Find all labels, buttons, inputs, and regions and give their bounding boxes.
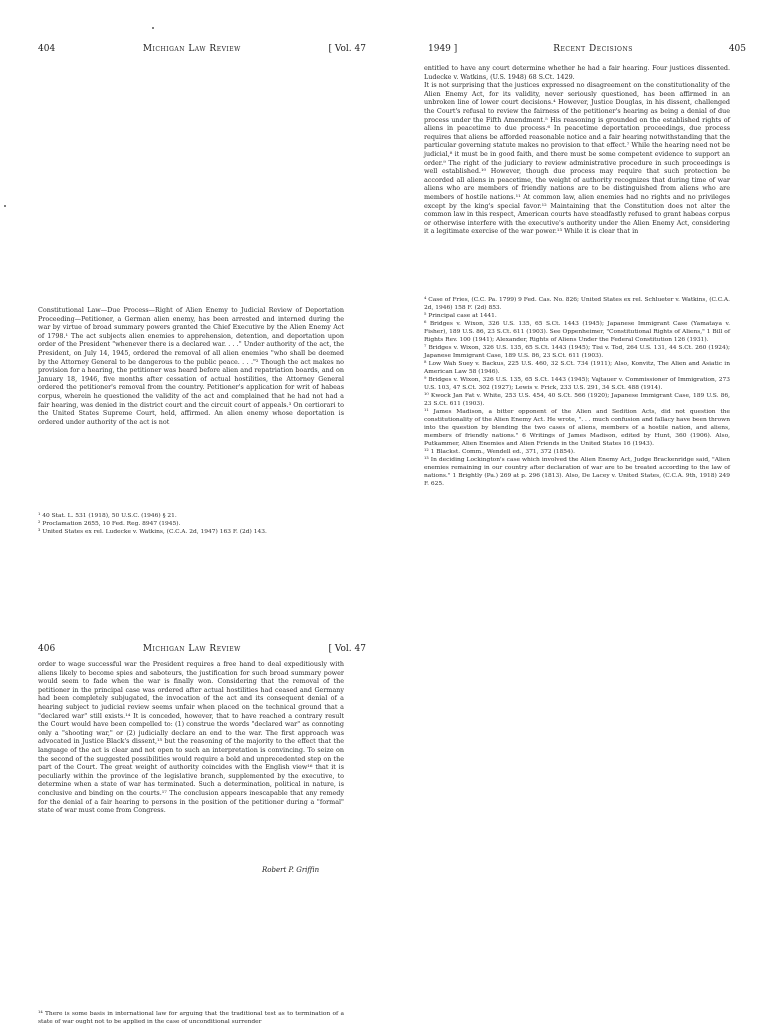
article-body: order to wage successful war the President requires a free hand to deal expeditiously with aliens likely to become spies and saboteurs, the justification for such broad summary power would seem to fade when the war is finally won. Considering that the removal of the petitioner in the principal case was ordered after actual hostilities had ceased and Germany had been completely subjugated, the invocation of the act and its consequent denial of a hearing subject to judicial review seems unfair when placed on the technical ground that a "declared war" still exists.¹⁴ It is conceded, however, that to have reached a contrary result the Court would have been compelled to: (1) construe the words "declared war" as connoting only a "shooting war," or (2) judicially declare an end to the war. The first approach was advocated in Justice Black's dissent,¹⁵ but the reasoning of the majority to the effect that the language of the act is clear and not open to such an interpretation is convincing. To seize on the second of the suggested possibilities would require a bold and unprecedented step on the part of the Court. The great weight of authority coincides with the English view¹⁶ that it is peculiarly within the province of the legislative branch, supplemented by the executive, to determine when a state of war has terminated. Such a determination, political in nature, is conclusive and binding on the courts.¹⁷ The conclusion appears inescapable that any remedy for the denial of a fair hearing to persons in the position of the petitioner during a "formal" state of war must come from Congress. [38, 660, 344, 815]
journal-title: Michigan Law Review [142, 644, 241, 654]
article-body: entitled to have any court determine whether he had a fair hearing. Four justices dissented. Ludecke v. Watkins, (U.S. 1948) 68 S.Ct. 1429. It is not surprising that the justices expressed no disagreement on the constitutionality of the Alien Enemy Act, for its validity, never seriously questioned, has been affirmed in an unbroken line of lower court decisions.⁴ However, Justice Douglas, in his dissent, challenged the Court's refusal to review the fairness of the petitioner's hearing as being a denial of due process under the Fifth Amendment.⁵ His reasoning is grounded on the established rights of aliens in peacetime to due process.⁶ In peacetime deportation proceedings, due process requires that aliens be afforded reasonable notice and a fair hearing notwithstanding that the particular governing statute makes no provision to that effect.⁷ While the hearing need not be judicial,⁸ it must be in good faith, and there must be some competent evidence to support an order.⁹ The right of the judiciary to review administrative procedure in such proceedings is well established.¹⁰ However, though due process may require that such protection be accorded all aliens in peacetime, the weight of authority recognizes that during time of war aliens who are members of friendly nations are to be distinguished from aliens who are members of hostile nations.¹¹ At common law, alien enemies had no rights and no privileges except by the king's special favor.¹² Maintaining that the Constitution does not alter the common law in this respect, American courts have steadfastly refused to grant habeas corpus or otherwise interfere with the executive's authority under the Alien Enemy Act, considering it a legitimate exercise of the war power.¹³ While it is clear that in [424, 64, 730, 236]
page-year: 1949 ] [428, 44, 458, 54]
footnote: ⁴ Case of Fries, (C.C. Pa. 1799) 9 Fed. Cas. No. 826; United States ex rel. Schlueter v. Watkins, (C.C.A. 2d, 1946) 158 F. (2d) 853. [424, 297, 730, 311]
footnote: ⁵ Principal case at 1441. [424, 313, 497, 319]
footnote: ¹² 1 Blackst. Comm., Wendell ed., 371, 372 (1854). [424, 449, 575, 455]
page-header [428, 42, 746, 56]
footnote: ² Proclamation 2655, 10 Fed. Reg. 8947 (1945). [38, 521, 181, 527]
author-signature: Robert P. Griffin [262, 866, 320, 874]
footnote: ⁹ Bridges v. Wixon, 326 U.S. 135, 65 S.Ct. 1443 (1945); Vajtauer v. Commissioner of Immigration, 273 U.S. 103, 47 S.Ct. 302 (1927); Lewis v. Frick, 233 U.S. 291, 34 S.Ct. 488 (1914). [424, 377, 730, 391]
scan-mark [152, 27, 154, 29]
footnote: ¹ 40 Stat. L. 531 (1918), 50 U.S.C. (1946) § 21. [38, 513, 177, 519]
page-number: 405 [728, 44, 746, 54]
footnote: ⁸ Low Wah Suey v. Backus, 225 U.S. 460, 32 S.Ct. 734 (1911); Also, Konvitz, The Alien and Asiatic in American Law 58 (1946). [424, 361, 730, 375]
footnote: ⁷ Bridges v. Wixon, 326 U.S. 135, 65 S.Ct. 1443 (1945); Tisi v. Tod, 264 U.S. 131, 44 S.Ct. 260 (1924); Japanese Immigrant Case, 189 U.S. 86, 23 S.Ct. 611 (1903). [424, 345, 730, 359]
volume-label: [ Vol. 47 [328, 44, 366, 54]
footnotes [38, 512, 344, 536]
article-body: Constitutional Law—Due Process—Right of Alien Enemy to Judicial Review of Deportation Proceeding—Petitioner, a German alien enemy, has been arrested and interned during the war by virtue of broad summary powers granted the Chief Executive by the Alien Enemy Act of 1798.¹ The act subjects alien enemies to apprehension, detention, and deportation upon order of the President "whenever there is a declared war. . . ." Under authority of the act, the President, on July 14, 1945, ordered the removal of all alien enemies "who shall be deemed by the Attorney General to be dangerous to the public peace. . . ."² Though the act makes no provision for a hearing, the petitioner was heard before alien and repatriation boards, and on January 18, 1946, five months after cessation of actual hostilities, the Attorney General ordered the petitioner's removal from the country. Petitioner's application for writ of habeas corpus, wherein he questioned the validity of the act and complained that he had not had a fair hearing, was denied in the district court and the circuit court of appeals.³ On certiorari to the United States Supreme Court, held, affirmed. An alien enemy whose deportation is ordered under authority of the act is not [38, 306, 344, 426]
page-number: 406 [38, 644, 56, 654]
journal-title: Michigan Law Review [142, 44, 241, 54]
footnote: ¹⁰ Kwock Jan Fat v. White, 253 U.S. 454, 40 S.Ct. 566 (1920); Japanese Immigrant Case, 189 U.S. 86, 23 S.Ct. 611 (1903). [424, 393, 730, 407]
section-title: Recent Decisions [553, 44, 633, 54]
footnote: ¹¹ James Madison, a bitter opponent of the Alien and Sedition Acts, did not question the constitutionality of the Alien Enemy Act. He wrote, ". . . much confusion and fallacy have been thrown into the question by blending the two cases of aliens, members of a hostile nation, and aliens, members of friendly nations." 6 Writings of James Madison, edited by Hunt, 360 (1906). Also, Putkammer, Alien Enemies and Alien Friends in the United States 16 (1943). [424, 409, 730, 447]
footnote: ³ United States ex rel. Ludecke v. Watkins, (C.C.A. 2d, 1947) 163 F. (2d) 143. [38, 529, 267, 535]
footnotes [424, 296, 730, 488]
page-number: 404 [38, 44, 56, 54]
volume-label: [ Vol. 47 [328, 644, 366, 654]
page-404 [0, 0, 384, 600]
page-header [38, 642, 366, 656]
page-405 [384, 0, 768, 600]
scan-mark [4, 205, 6, 207]
footnote: ¹⁴ There is some basis in international law for arguing that the traditional test as to termination of a state of war ought not to be applied in the case of unconditional surrender [38, 1011, 344, 1025]
page-406 [0, 600, 384, 1024]
page-header [38, 42, 366, 56]
footnote: ¹³ In deciding Lockington's case which involved the Alien Enemy Act, Judge Brackenridge said, "Alien enemies remaining in our country after declaration of war are to be treated according to the law of nations." 1 Brightly (Pa.) 269 at p. 296 (1813). Also, De Lacey v. United States, (C.C.A. 9th, 1918) 249 F. 625. [424, 457, 730, 487]
footnote: ⁶ Bridges v. Wixon, 326 U.S. 135, 65 S.Ct. 1443 (1945); Japanese Immigrant Case (Yamataya v. Fisher), 189 U.S. 86, 23 S.Ct. 611 (1903). See Oppenheimer, "Constitutional Rights of Aliens," 1 Bill of Rights Rev. 100 (1941); Alexander, Rights of Aliens Under the Federal Constitution 126 (1931). [424, 321, 730, 343]
